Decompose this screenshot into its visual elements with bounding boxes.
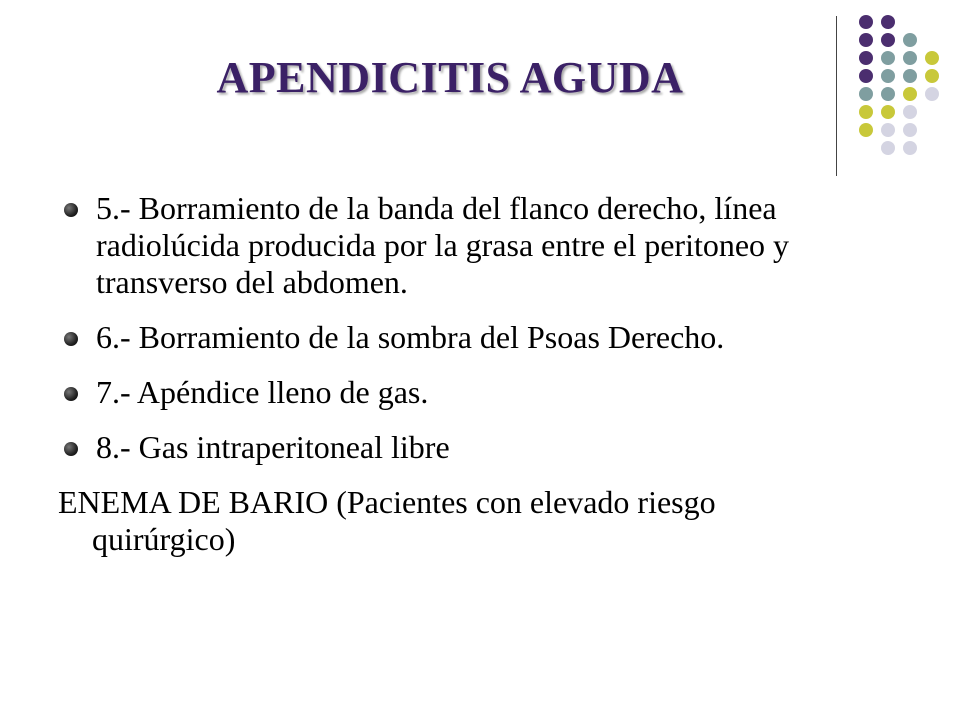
bullet-text: 8.- Gas intraperitoneal libre bbox=[96, 429, 450, 465]
bullet-item bbox=[58, 374, 858, 411]
deco-dot bbox=[925, 51, 939, 65]
bullet-icon bbox=[64, 442, 78, 456]
deco-dot bbox=[859, 69, 873, 83]
slide-body bbox=[58, 190, 858, 558]
deco-dot bbox=[925, 87, 939, 101]
bullet-icon bbox=[64, 203, 78, 217]
footer-paragraph: ENEMA DE BARIO (Pacientes con elevado riesgo quirúrgico) bbox=[58, 484, 716, 557]
bullet-text: 6.- Borramiento de la sombra del Psoas Derecho. bbox=[96, 319, 725, 355]
deco-dot bbox=[881, 105, 895, 119]
deco-dot bbox=[859, 51, 873, 65]
deco-dot bbox=[903, 33, 917, 47]
deco-dot bbox=[881, 123, 895, 137]
deco-dot bbox=[859, 15, 873, 29]
bullet-icon bbox=[64, 332, 78, 346]
deco-dot bbox=[881, 87, 895, 101]
deco-dot bbox=[925, 69, 939, 83]
deco-dot bbox=[881, 141, 895, 155]
bullet-item bbox=[58, 319, 858, 356]
deco-dot bbox=[881, 33, 895, 47]
deco-dot bbox=[859, 87, 873, 101]
bullet-text: 5.- Borramiento de la banda del flanco derecho, línea radiolúcida producida por la grasa entre el peritoneo y transverso del abdomen. bbox=[96, 190, 790, 300]
deco-dot bbox=[859, 105, 873, 119]
deco-dot bbox=[903, 51, 917, 65]
deco-dot bbox=[903, 123, 917, 137]
bullet-text: 7.- Apéndice lleno de gas. bbox=[96, 374, 429, 410]
deco-dot bbox=[903, 141, 917, 155]
deco-dot bbox=[859, 123, 873, 137]
slide-title: APENDICITIS AGUDA bbox=[216, 53, 684, 102]
deco-dot bbox=[881, 69, 895, 83]
bullet-item bbox=[58, 190, 858, 301]
deco-dot bbox=[881, 51, 895, 65]
bullet-item bbox=[58, 429, 858, 466]
deco-dot bbox=[859, 33, 873, 47]
deco-dot bbox=[903, 69, 917, 83]
deco-dot bbox=[903, 87, 917, 101]
deco-dot bbox=[881, 15, 895, 29]
deco-dot bbox=[903, 105, 917, 119]
bullet-icon bbox=[64, 387, 78, 401]
